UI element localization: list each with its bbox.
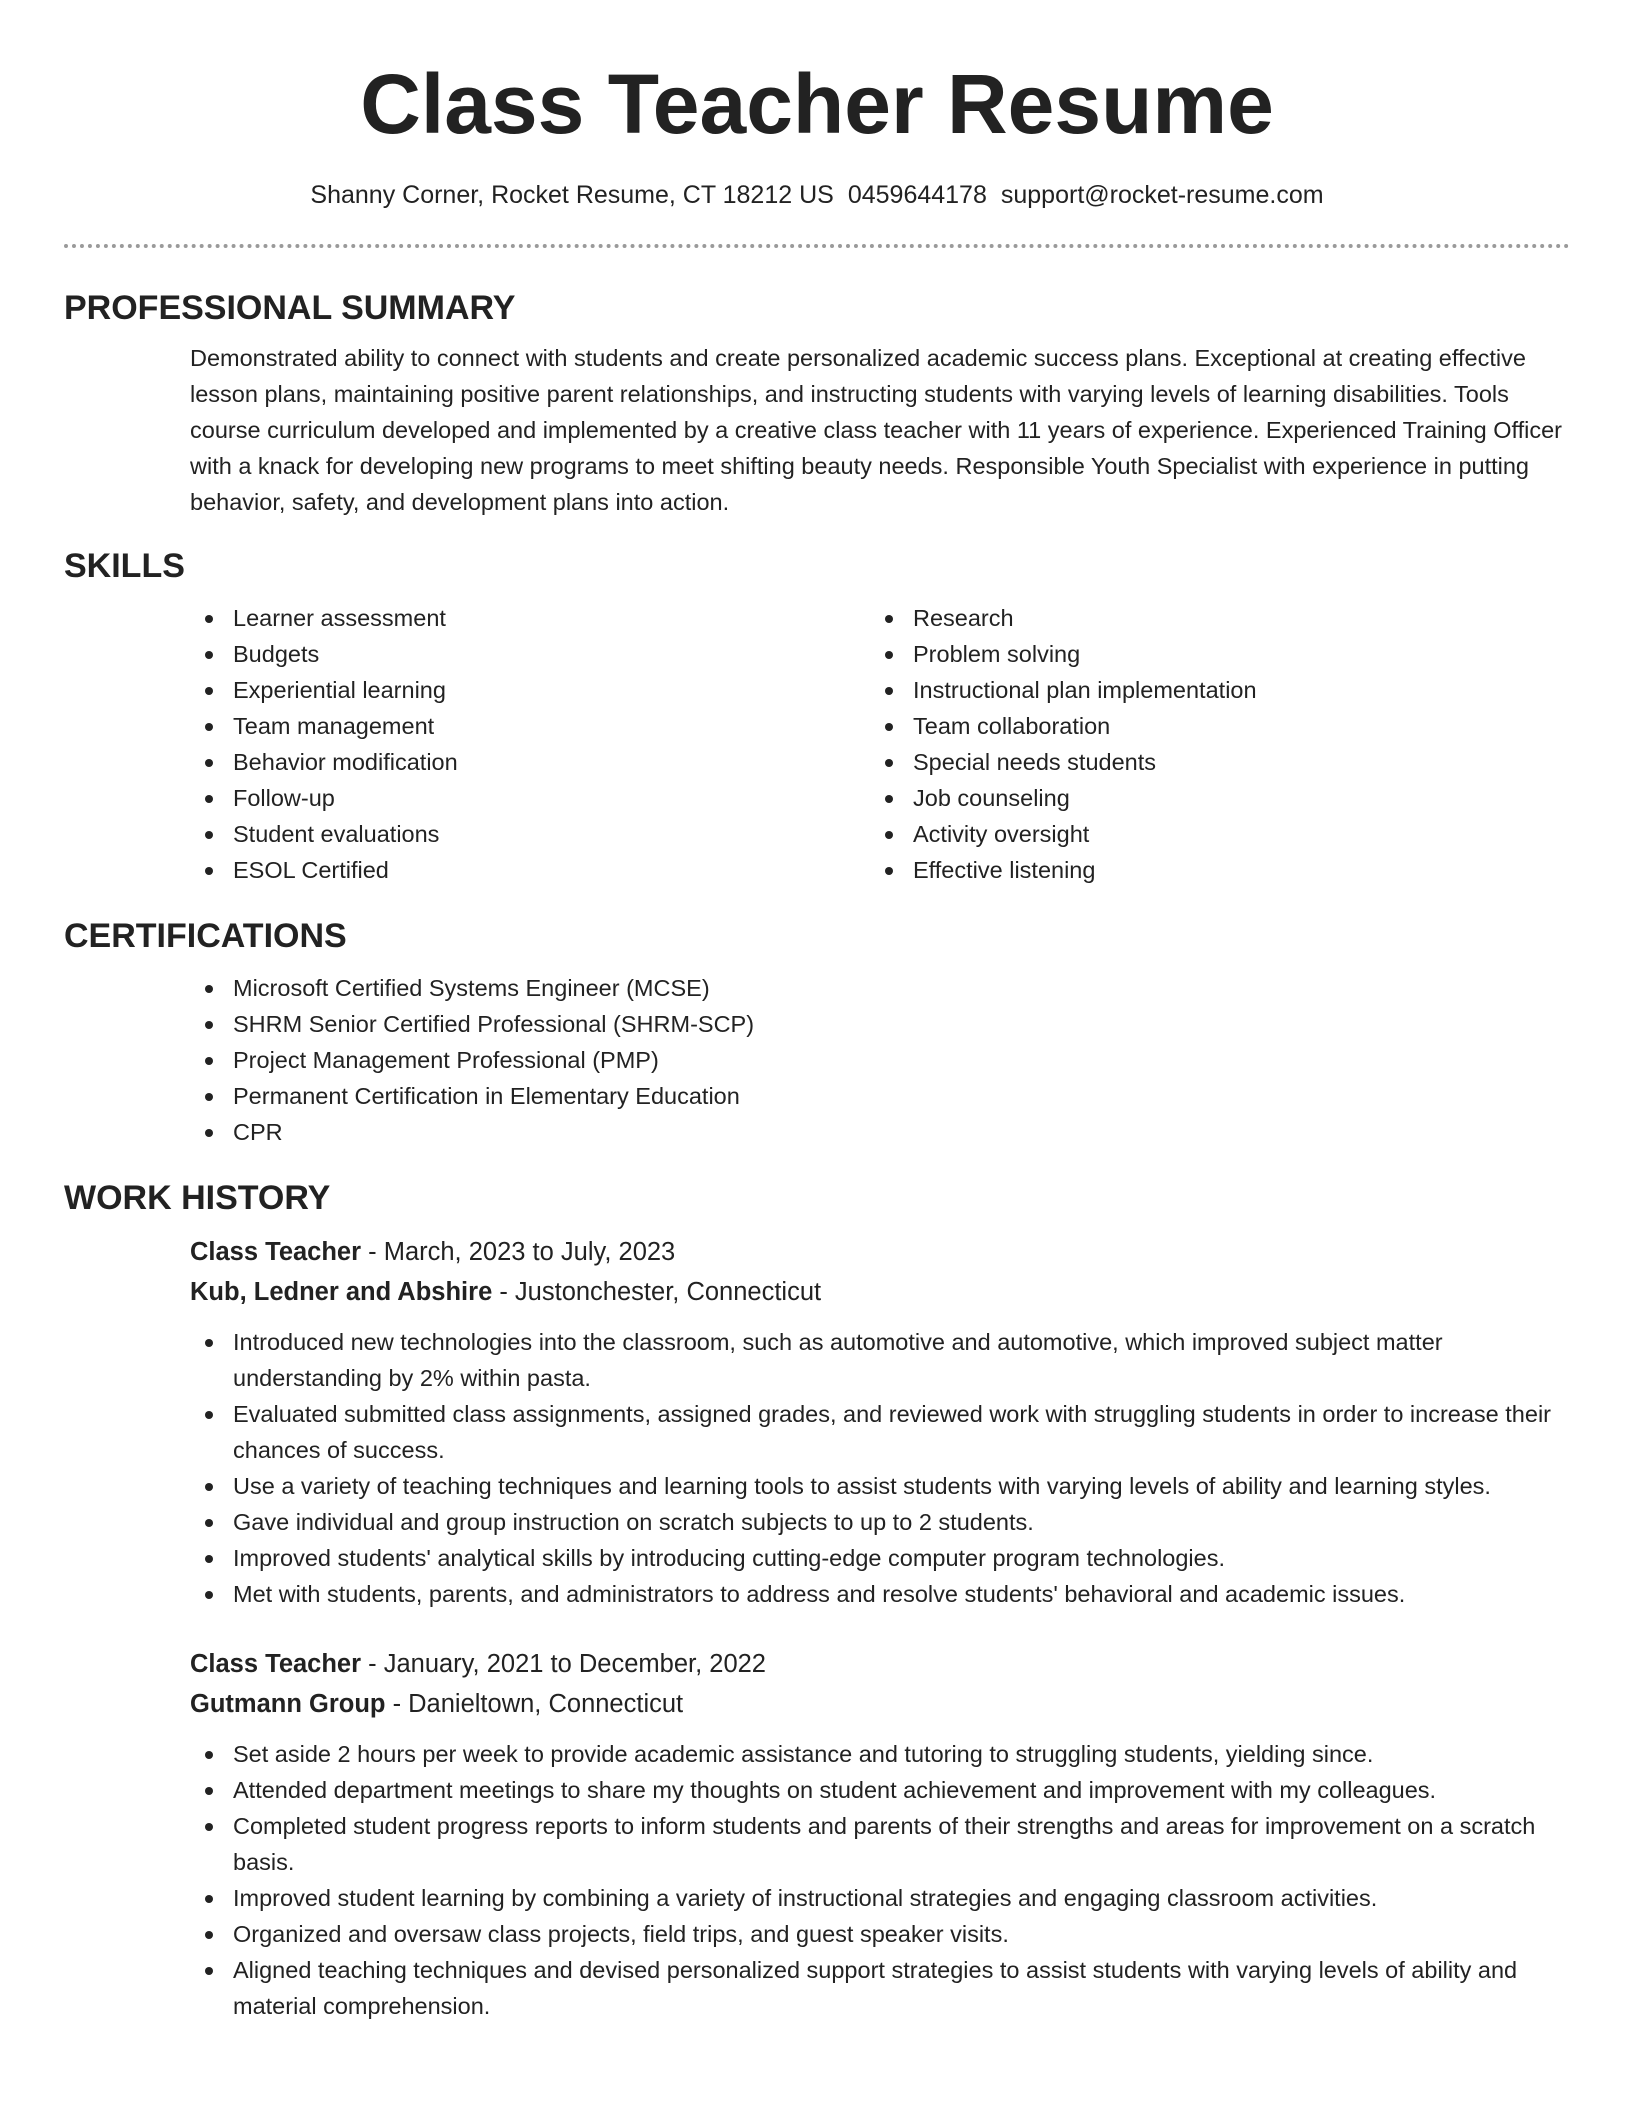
job-location: - Danieltown, Connecticut [385,1690,684,1718]
skill-item: Effective listening [870,852,1490,888]
job-role-line [190,1232,1570,1272]
job-duty-item: Aligned teaching techniques and devised personalized support strategies to assist students with varying levels of ability and material comprehension. [190,1952,1570,2024]
skill-item: Experiential learning [190,672,870,708]
job-company-line [190,1272,1570,1312]
skills-column-right [870,600,1490,888]
resume-title: Class Teacher Resume [360,57,1274,151]
job-duty-item: Improved student learning by combining a variety of instructional strategies and engaging classroom activities. [190,1880,1570,1916]
job-entry [64,1644,1570,2024]
job-dates: - January, 2021 to December, 2022 [361,1650,766,1678]
job-duty-item: Improved students' analytical skills by introducing cutting-edge computer program technologies. [190,1540,1570,1576]
contact-email: support@rocket-resume.com [1000,181,1324,209]
skill-item: Instructional plan implementation [870,672,1490,708]
skill-item: Special needs students [870,744,1490,780]
skill-item: Team management [190,708,870,744]
job-entry [64,1232,1570,1612]
skills-list [190,600,1570,888]
job-role: Class Teacher [190,1238,362,1266]
contact-phone: 0459644178 [847,181,987,209]
job-location: - Justonchester, Connecticut [492,1278,822,1306]
job-dates: - March, 2023 to July, 2023 [361,1238,676,1266]
skill-item: Research [870,600,1490,636]
skill-item: Student evaluations [190,816,870,852]
job-duty-item: Introduced new technologies into the classroom, such as automotive and automotive, which improved subject matter understanding by 2% within pasta. [190,1324,1570,1396]
job-duty-item: Set aside 2 hours per week to provide academic assistance and tutoring to struggling students, yielding since. [190,1736,1570,1772]
skill-item: Team collaboration [870,708,1490,744]
skill-item: Job counseling [870,780,1490,816]
certifications-list [190,970,1570,1150]
job-duties-list [190,1324,1570,1612]
summary-text: Demonstrated ability to connect with students and create personalized academic success plans. Exceptional at creating effective lesson plans, maintaining positive parent relationships, and instructing students with varying levels of learning disabilities. Tools course curriculum developed and implemented by a creative class teacher with 11 years of experience. Experienced Training Officer with a knack for developing new programs to meet shifting beauty needs. Responsible Youth Specialist with experience in putting behavior, safety, and development plans into action. [190,345,1562,515]
skill-item: Behavior modification [190,744,870,780]
skill-item: Follow-up [190,780,870,816]
certification-item: SHRM Senior Certified Professional (SHRM-SCP) [190,1006,1570,1042]
job-duty-item: Use a variety of teaching techniques and learning tools to assist students with varying levels of ability and learning styles. [190,1468,1570,1504]
work-history-heading: WORK HISTORY [64,1179,331,1217]
job-duty-item: Gave individual and group instruction on scratch subjects to up to 2 students. [190,1504,1570,1540]
job-role: Class Teacher [190,1650,362,1678]
certification-item: Permanent Certification in Elementary Education [190,1078,1570,1114]
job-duty-item: Evaluated submitted class assignments, assigned grades, and reviewed work with struggling students in order to increase their chances of success. [190,1396,1570,1468]
job-role-line [190,1644,1570,1684]
job-duties-list [190,1736,1570,2024]
resume-page [64,0,1570,2024]
certification-item: Project Management Professional (PMP) [190,1042,1570,1078]
skill-item: Learner assessment [190,600,870,636]
skills-column-left [190,600,870,888]
job-duty-item: Met with students, parents, and administrators to address and resolve students' behavioral and academic issues. [190,1576,1570,1612]
job-duty-item: Attended department meetings to share my thoughts on student achievement and improvement with my colleagues. [190,1772,1570,1808]
skill-item: ESOL Certified [190,852,870,888]
contact-address: Shanny Corner, Rocket Resume, CT 18212 US [310,181,834,209]
job-duty-item: Organized and oversaw class projects, field trips, and guest speaker visits. [190,1916,1570,1952]
certification-item: CPR [190,1114,1570,1150]
skill-item: Activity oversight [870,816,1490,852]
certifications-heading: CERTIFICATIONS [64,917,347,955]
job-duty-item: Completed student progress reports to inform students and parents of their strengths and areas for improvement on a scratch basis. [190,1808,1570,1880]
certification-item: Microsoft Certified Systems Engineer (MCSE) [190,970,1570,1006]
job-company: Kub, Ledner and Abshire [190,1278,493,1306]
skills-heading: SKILLS [64,547,185,585]
summary-heading: PROFESSIONAL SUMMARY [64,289,516,327]
job-company-line [190,1684,1570,1724]
skill-item: Problem solving [870,636,1490,672]
job-company: Gutmann Group [190,1690,386,1718]
skill-item: Budgets [190,636,870,672]
contact-line [64,180,1570,210]
